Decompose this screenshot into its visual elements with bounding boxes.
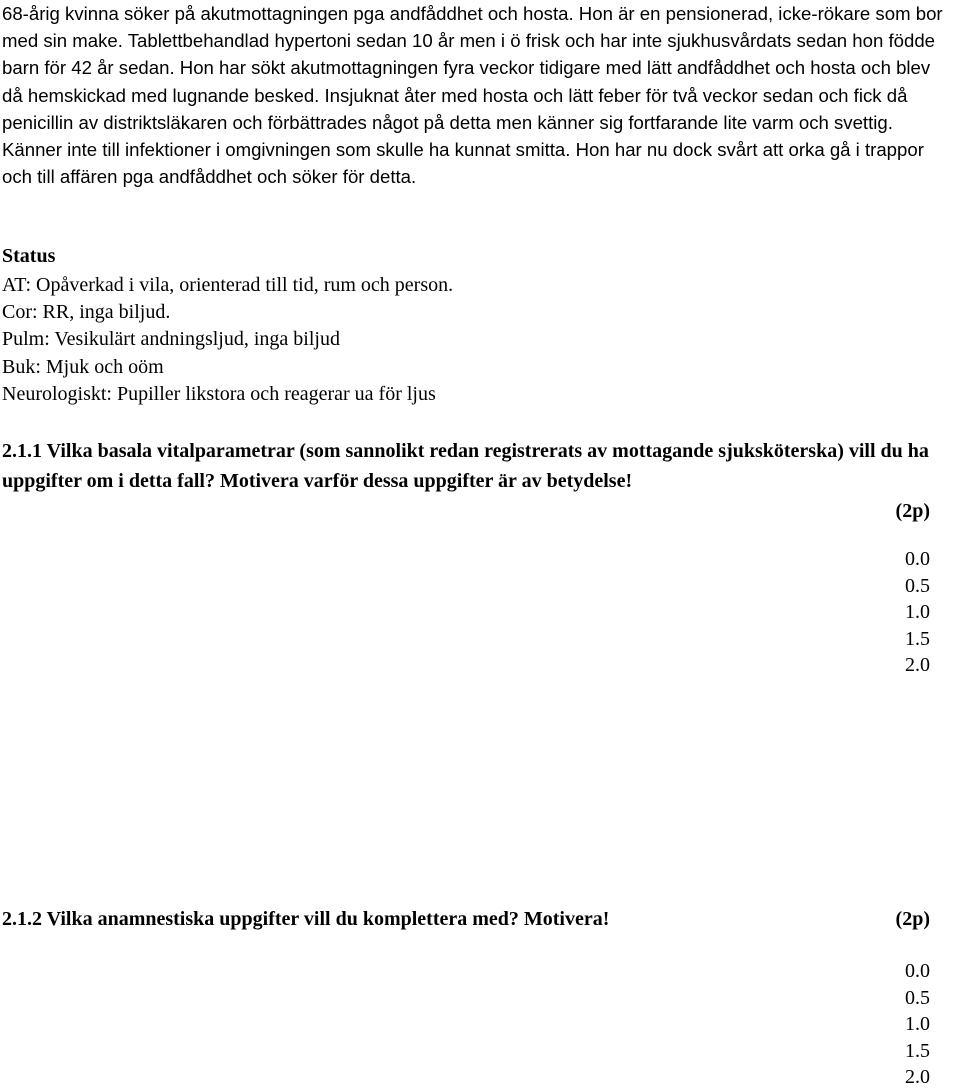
- score-option: 0.5: [905, 986, 930, 1009]
- score-option: 0.0: [905, 960, 930, 982]
- score-scale-2-1-2: [905, 958, 930, 1091]
- status-line-at: AT: Opåverkad i vila, orienterad till tid, rum och person.: [2, 274, 454, 296]
- status-line-neuro: Neurologiskt: Pupiller likstora och reagerar ua för ljus: [2, 382, 436, 405]
- score-option: 0.5: [905, 574, 930, 597]
- score-option: 1.5: [905, 627, 930, 650]
- score-scale-2-1-1: [905, 546, 930, 679]
- question-2-1-2: 2.1.2 Vilka anamnestiska uppgifter vill du komplettera med? Motivera!: [2, 908, 610, 930]
- question-2-1-1: 2.1.1 Vilka basala vitalparametrar (som sannolikt redan registrerats av mottagande sjuksköterska) vill du ha uppgifter om i detta fall? Motivera varför dessa uppgifter är av betydelse!: [2, 440, 929, 492]
- score-option: 2.0: [905, 654, 930, 676]
- score-option: 0.0: [905, 548, 930, 570]
- score-option: 2.0: [905, 1066, 930, 1088]
- status-findings: [2, 272, 453, 408]
- case-description: 68-årig kvinna söker på akutmottagningen pga andfåddhet och hosta. Hon är en pensionerad, icke-rökare som bor med sin make. Tablettbehandlad hypertoni sedan 10 år men i ö frisk och har inte sjukhusvårdats sedan hon födde barn för 42 år sedan. Hon har sökt akutmottagningen fyra veckor tidigare med lätt andfåddhet och hosta och blev då hemskickad med lugnande besked. Insjuknat åter med hosta och lätt feber för två veckor sedan och fick då penicillin av distriktsläkaren och förbättrades något på detta men känner sig fortfarande lite varm och svettig. Känner inte till infektioner i omgivningen som skulle ha kunnat smitta. Hon har nu dock svårt att orka gå i trappor och till affären pga andfåddhet och söker för detta.: [2, 3, 943, 188]
- question-2-1-2-points: (2p): [895, 908, 930, 930]
- status-heading: Status: [2, 245, 56, 267]
- status-line-cor: Cor: RR, inga biljud.: [2, 301, 171, 324]
- question-2-1-1-points: (2p): [895, 500, 930, 522]
- score-option: 1.0: [905, 601, 930, 623]
- status-line-pulm: Pulm: Vesikulärt andningsljud, inga biljud: [2, 328, 340, 351]
- score-option: 1.0: [905, 1013, 930, 1035]
- score-option: 1.5: [905, 1039, 930, 1062]
- status-line-buk: Buk: Mjuk och oöm: [2, 355, 164, 378]
